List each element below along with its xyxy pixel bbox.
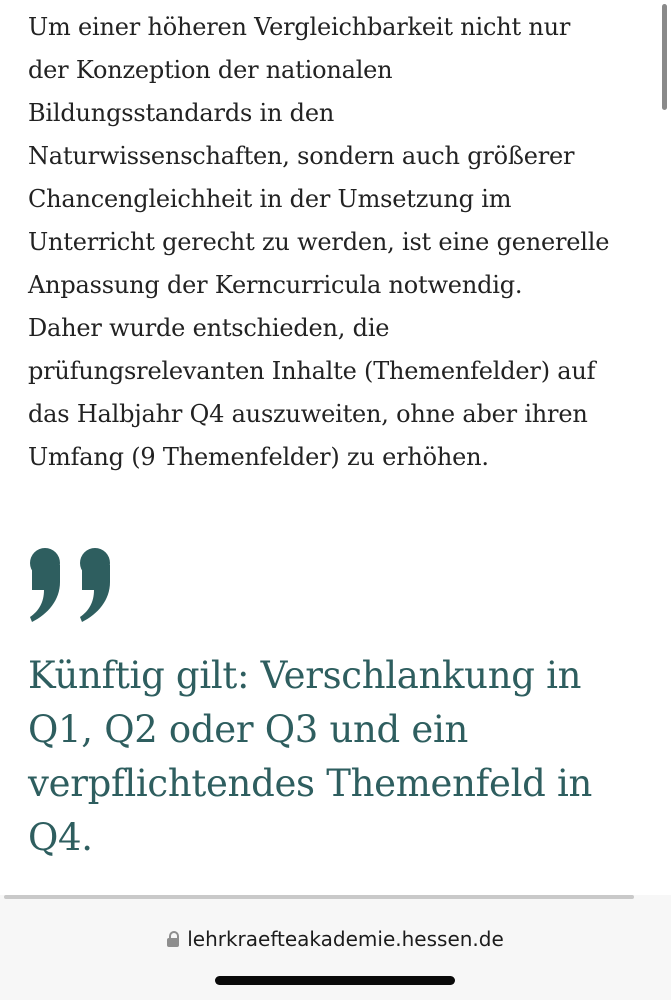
quote-line: verpflichtendes Themenfeld in: [28, 762, 593, 805]
address-bar[interactable]: [0, 927, 671, 951]
paragraph-line: Chancengleichheit in der Umsetzung im: [28, 185, 512, 213]
lock-icon: [167, 931, 179, 947]
paragraph-line: Naturwissenschaften, sondern auch größerer: [28, 142, 575, 170]
scrollbar[interactable]: [662, 4, 667, 110]
url-text: lehrkraefteakademie.hessen.de: [187, 927, 504, 951]
paragraph-line: Umfang (9 Themenfelder) zu erhöhen.: [28, 443, 489, 471]
paragraph-line: das Halbjahr Q4 auszuweiten, ohne aber ihren: [28, 400, 588, 428]
quote-line: Q1, Q2 oder Q3 und ein: [28, 708, 469, 751]
article-paragraph: [28, 6, 648, 479]
paragraph-line: Daher wurde entschieden, die: [28, 314, 390, 342]
quote-line: Q4.: [28, 816, 93, 859]
home-indicator[interactable]: [215, 976, 455, 985]
pull-quote: [28, 649, 648, 865]
quote-line: Künftig gilt: Verschlankung in: [28, 654, 582, 697]
paragraph-line: der Konzeption der nationalen: [28, 56, 393, 84]
paragraph-line: Unterricht gerecht zu werden, ist eine generelle: [28, 228, 610, 256]
quotation-mark-icon: [26, 538, 118, 630]
paragraph-line: prüfungsrelevanten Inhalte (Themenfelder) auf: [28, 357, 596, 385]
toolbar-divider: [4, 895, 634, 899]
paragraph-line: Anpassung der Kerncurricula notwendig.: [28, 271, 523, 299]
paragraph-line: Bildungsstandards in den: [28, 99, 335, 127]
paragraph-line: Um einer höheren Vergleichbarkeit nicht nur: [28, 13, 571, 41]
